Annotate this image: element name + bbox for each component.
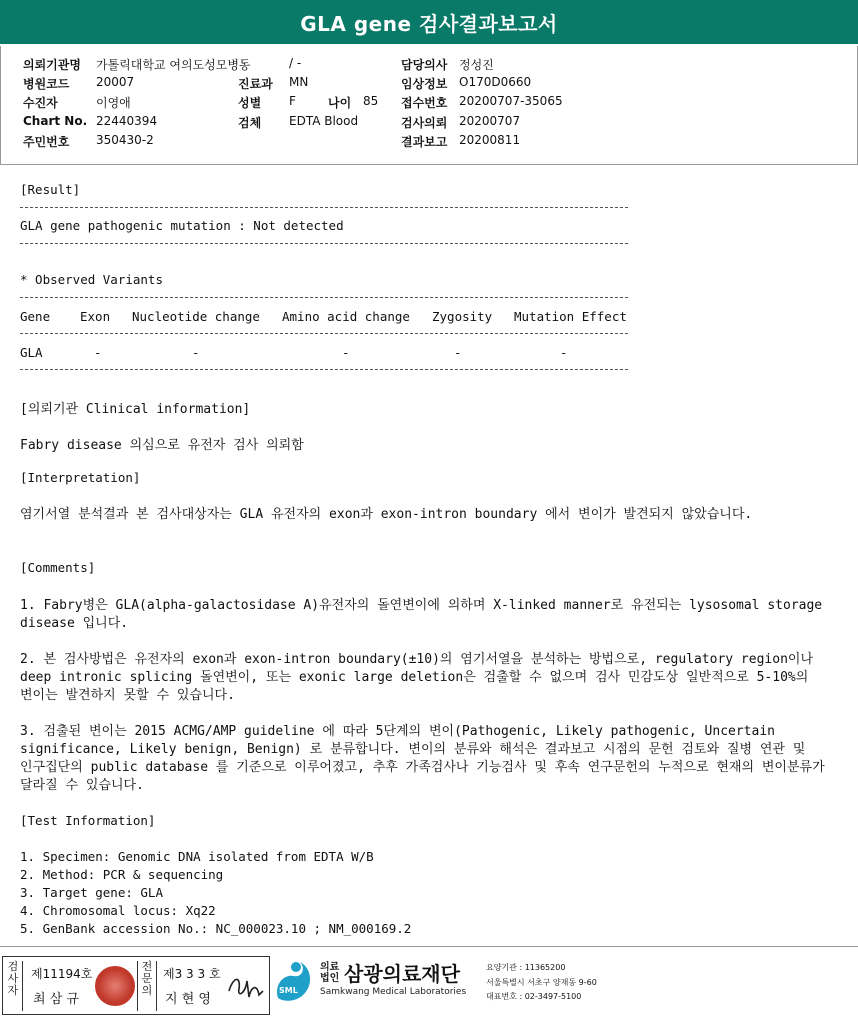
label-clinical-info: 임상정보 (401, 77, 448, 91)
label-institution: 의뢰기관명 (23, 58, 81, 72)
value-chart-no: 22440394 (96, 114, 158, 128)
cell-exon: - (94, 345, 102, 360)
col-zygosity: Zygosity (432, 309, 493, 324)
label-hospital-code: 병원코드 (23, 77, 70, 91)
value-doctor: 정성진 (459, 58, 494, 72)
patient-header (0, 46, 858, 165)
org-address: 서울특별시 서초구 양재동 9-60 (486, 978, 597, 987)
test-info-item: 1. Specimen: Genomic DNA isolated from EDTA W/B (20, 849, 374, 864)
tester-name: 최 삼 규 (33, 992, 79, 1007)
organization-block (272, 956, 602, 1013)
col-exon: Exon (80, 309, 111, 324)
tester-label: 검사자 (6, 961, 23, 1011)
org-english-name: Samkwang Medical Laboratories (320, 987, 467, 997)
org-name: 삼광의료재단 (344, 962, 460, 986)
value-department: MN (289, 75, 309, 89)
section-heading-comments: [Comments] (20, 560, 96, 575)
reviewer-label: 전문의 (137, 961, 157, 1011)
org-prefix-2: 법인 (320, 973, 340, 984)
value-sex: F (289, 94, 296, 108)
value-clinical-info: O170D0660 (459, 75, 532, 89)
label-doctor: 담당의사 (401, 58, 448, 72)
divider (20, 243, 628, 244)
section-heading-test-info: [Test Information] (20, 813, 156, 828)
value-hospital-code: 20007 (96, 75, 135, 89)
value-institution: 가톨릭대학교 여의도성모병동 (96, 58, 251, 72)
label-reception-no: 접수번호 (401, 96, 448, 110)
comment-3: 3. 검출된 변이는 2015 ACMG/AMP guideline 에 따라 5단계의 변이(Pathogenic, Likely pathogenic, Uncertain significance, Likely benign, Benign) 로 분류합니다. 변이의 분류와 해석은 결과보고 시점의 문헌 검토와 질병 연관 및 인구집단의 public database 를 기준으로 이루어졌고, 추후 가족검사나 기능검사 및 후속 연구문헌의 누적으로 현재의 변이분류가 달라질 수 있습니다. (20, 724, 825, 793)
value-resident-no: 350430-2 (96, 133, 154, 147)
section-heading-clinical: [의뢰기관 Clinical information] (20, 402, 251, 417)
section-heading-result: [Result] (20, 182, 81, 197)
label-sex: 성별 (238, 96, 262, 110)
value-specimen: EDTA Blood (289, 114, 359, 128)
reviewer-name: 지 현 영 (165, 992, 211, 1007)
signature-box (2, 956, 270, 1015)
interpretation-text: 염기서열 분석결과 본 검사대상자는 GLA 유전자의 exon과 exon-intron boundary 에서 변이가 발견되지 않았습니다. (20, 507, 753, 522)
divider (20, 369, 628, 370)
label-resident-no: 주민번호 (23, 135, 70, 149)
sml-logo-icon (272, 958, 314, 1002)
label-report-date: 결과보고 (401, 135, 448, 149)
value-request-date: 20200707 (459, 114, 521, 128)
result-text: GLA gene pathogenic mutation : Not detected (20, 218, 344, 233)
label-chart-no: Chart No. (23, 114, 88, 128)
cell-gene: GLA (20, 345, 43, 360)
care-institution-no: 요양기관 : 11365200 (486, 963, 566, 972)
label-specimen: 검체 (238, 116, 262, 130)
value-patient: 이영애 (96, 96, 131, 110)
cell-nucleotide: - (192, 345, 200, 360)
signature-image (225, 967, 265, 1003)
value-ward: / - (289, 56, 302, 70)
cell-amino-acid: - (342, 345, 350, 360)
comment-2: 2. 본 검사방법은 유전자의 exon과 exon-intron boundary(±10)의 염기서열을 분석하는 방법으로, regulatory region이나 deep intronic splicing 돌연변이, 또는 exonic large deletion은 검출할 수 없으며 검사 민감도상 일반적으로 5-10%의 변이는 발견하지 못할 수 있습니다. (20, 652, 814, 703)
col-nucleotide: Nucleotide change (132, 309, 260, 324)
svg-text:SML: SML (279, 986, 298, 995)
footer-divider (0, 946, 858, 947)
org-prefix-1: 의료 (320, 962, 340, 973)
label-department: 진료과 (238, 77, 273, 91)
cell-zygosity: - (454, 345, 462, 360)
label-patient: 수진자 (23, 96, 58, 110)
col-gene: Gene (20, 309, 51, 324)
clinical-text: Fabry disease 의심으로 유전자 검사 의뢰함 (20, 438, 304, 453)
section-heading-interpretation: [Interpretation] (20, 470, 141, 485)
test-info-item: 2. Method: PCR & sequencing (20, 867, 224, 882)
tester-license-no: 제11194호 (31, 967, 93, 981)
test-info-item: 3. Target gene: GLA (20, 885, 163, 900)
value-reception-no: 20200707-35065 (459, 94, 563, 108)
divider (20, 207, 628, 208)
comment-1: 1. Fabry병은 GLA(alpha-galactosidase A)유전자의 돌연변이에 의하며 X-linked manner로 유전되는 lysosomal storage disease 입니다. (20, 598, 823, 631)
reviewer-license-no: 제3 3 3 호 (163, 967, 221, 981)
label-age: 나이 (328, 96, 352, 110)
seal-stamp (95, 966, 135, 1006)
section-heading-variants: * Observed Variants (20, 272, 163, 287)
col-mutation-effect: Mutation Effect (514, 309, 627, 324)
label-request-date: 검사의뢰 (401, 116, 448, 130)
test-info-item: 5. GenBank accession No.: NC_000023.10 ; NM_000169.2 (20, 921, 412, 936)
value-report-date: 20200811 (459, 133, 521, 147)
col-amino-acid: Amino acid change (282, 309, 410, 324)
divider (20, 297, 628, 298)
report-title: GLA gene 검사결과보고서 (0, 0, 858, 44)
value-age: 85 (363, 94, 379, 108)
divider (20, 333, 628, 334)
test-info-item: 4. Chromosomal locus: Xq22 (20, 903, 216, 918)
cell-mutation-effect: - (560, 345, 568, 360)
org-phone: 대표번호 : 02-3497-5100 (486, 992, 582, 1001)
